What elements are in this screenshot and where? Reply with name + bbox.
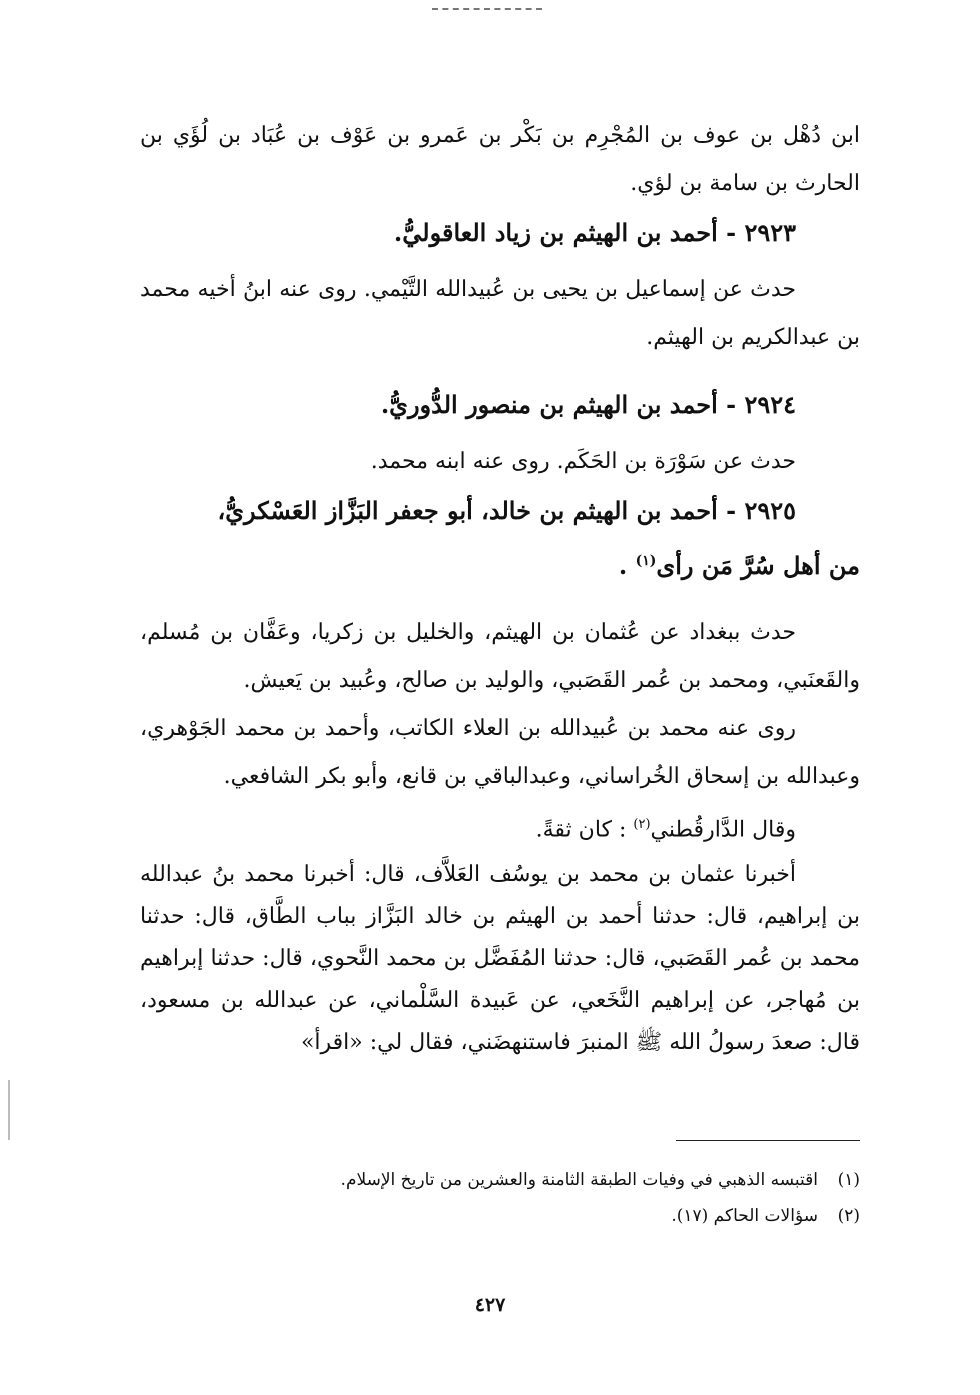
- daraqutni-quote-post: : كان ثقةً.: [535, 817, 634, 843]
- footnote-2: [240, 1198, 860, 1234]
- entry-text-2923: حدث عن إسماعيل بن يحيى بن عُبيدالله التَّيْمي. روى عنه ابنُ أخيه محمد بن عبدالكريم بن الهيثم.: [140, 277, 860, 350]
- daraqutni-quote-pre: وقال الدَّارقُطني: [650, 817, 796, 843]
- scan-margin-mark: [8, 1080, 10, 1140]
- footnote-1: [240, 1162, 860, 1198]
- footnotes: [240, 1162, 860, 1234]
- entry-heading-2925-line2: من أهل سُرَّ مَن رأى: [656, 551, 860, 580]
- footnote-text: اقتبسه الذهبي في وفيات الطبقة الثامنة والعشرين من تاريخ الإسلام.: [340, 1170, 818, 1190]
- top-edge-mark: [432, 8, 542, 12]
- entry-text-2925-d: أخبرنا عثمان بن محمد بن يوسُف العَلاَّف، قال: أخبرنا محمد بنُ عبدالله بن إبراهيم، قال: حدثنا أحمد بن الهيثم بن خالد البَزَّاز بباب الطَّاق، قال: حدثنا محمد بن عُمر القَصَبي، قال: حدثنا المُفَضَّل بن محمد النَّحوي، قال: حدثنا إبراهيم بن مُهاجر، عن إبراهيم النَّخَعي، عن عَبيدة السَّلْماني، عن عبدالله بن مسعود، قال: صعدَ رسولُ الله ﷺ المنبرَ فاستنهضَني، فقال لي: «اقرأ»: [140, 862, 860, 1056]
- page-number: ٤٢٧: [474, 1294, 506, 1316]
- entry-text-2925-c: [140, 801, 860, 854]
- footnote-text: سؤالات الحاكم (١٧).: [671, 1206, 818, 1226]
- heading-end-mark: .: [618, 551, 636, 580]
- entry-heading-2925: [140, 486, 860, 591]
- footnote-ref-2: (٢): [633, 817, 651, 832]
- footnote-number: (٢): [837, 1206, 860, 1226]
- entry-heading-2924: ٢٩٢٤ - أحمد بن الهيثم بن منصور الدُّوريُّ.: [380, 390, 796, 419]
- footnote-separator: [676, 1140, 860, 1141]
- entry-heading-2923: ٢٩٢٣ - أحمد بن الهيثم بن زياد العاقوليُّ.: [393, 218, 796, 247]
- entry-heading-2925-line1: ٢٩٢٥ - أحمد بن الهيثم بن خالد، أبو جعفر البَزَّاز العَسْكريُّ،: [217, 496, 796, 525]
- paragraph-lineage: ابن دُهْل بن عوف بن المُجْرِم بن بَكْر بن عَمرو بن عَوْف بن عُبَاد بن لُؤَي بن الحارث بن سامة بن لؤي.: [140, 123, 860, 196]
- main-text: [140, 112, 860, 1064]
- footnote-ref-1: (١): [635, 553, 657, 569]
- entry-text-2925-a: حدث ببغداد عن عُثمان بن الهيثم، والخليل بن زكريا، وعَفَّان بن مُسلم، والقَعنَبي، ومحمد بن عُمر القَصَبي، والوليد بن صالح، وعُبيد بن يَعيش.: [140, 620, 860, 693]
- entry-text-2924: حدث عن سَوْرَة بن الحَكَم. روى عنه ابنه محمد.: [370, 449, 796, 474]
- footnote-number: (١): [837, 1170, 860, 1190]
- entry-text-2925-b: روى عنه محمد بن عُبيدالله بن العلاء الكاتب، وأحمد بن محمد الجَوْهري، وعبدالله بن إسحاق الخُراساني، وعبدالباقي بن قانع، وأبو بكر الشافعي.: [140, 716, 860, 789]
